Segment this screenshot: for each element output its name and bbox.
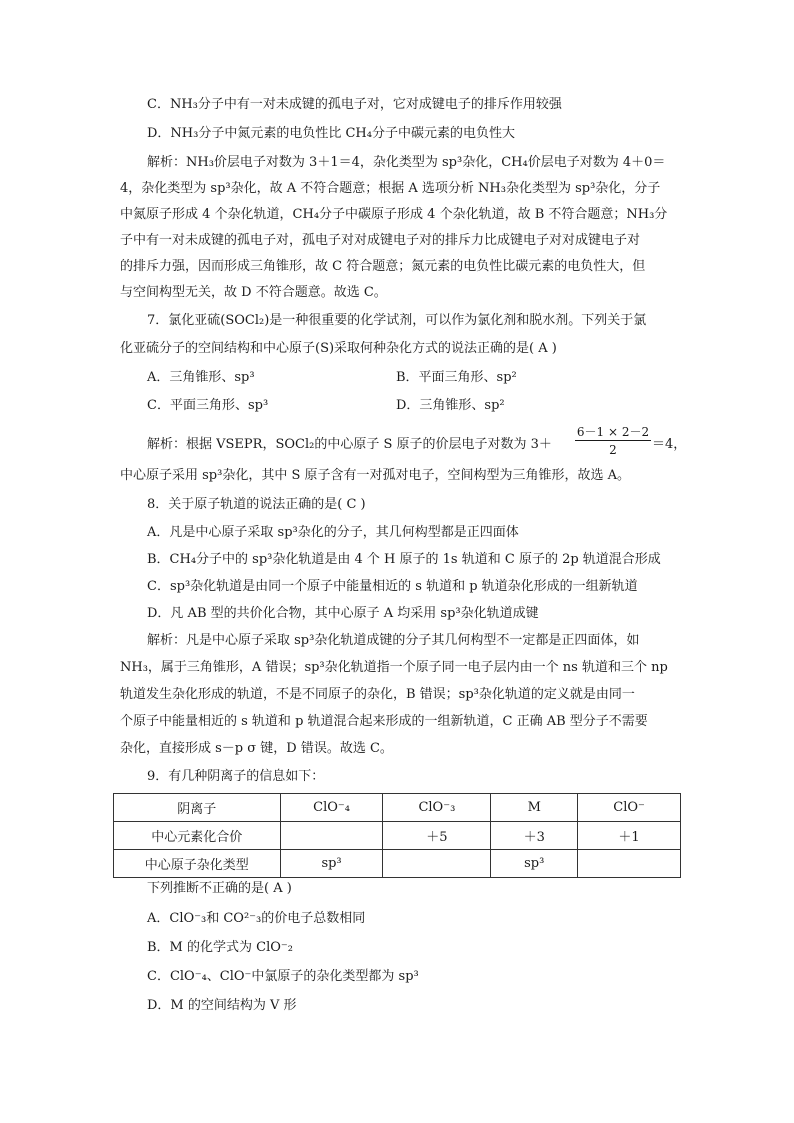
q9-stem: 9．有几种阴离子的信息如下： (147, 769, 325, 784)
table-cell: ClO⁻₄ (280, 794, 383, 822)
q8-analysis-line: 杂化，直接形成 s－p σ 键，D 错误。故选 C。 (120, 741, 393, 756)
table-cell: 中心元素化合价 (114, 822, 281, 850)
table-cell: ClO⁻ (578, 794, 681, 822)
anion-info-table (113, 793, 681, 878)
q6-option-c: C．NH₃分子中有一对未成键的孤电子对，它对成键电子的排斥作用较强 (147, 97, 562, 112)
q8-analysis-line: 轨道发生杂化形成的轨道，不是不同原子的杂化，B 错误；sp³杂化轨道的定义就是由同一 (120, 687, 635, 702)
table-cell: ClO⁻₃ (383, 794, 491, 822)
q8-option-d: D．凡 AB 型的共价化合物，其中心原子 A 均采用 sp³杂化轨道成键 (147, 606, 539, 621)
q8-option-b: B．CH₄分子中的 sp³杂化轨道是由 4 个 H 原子的 1s 轨道和 C 原子的 2p 轨道混合形成 (147, 552, 661, 567)
table-cell: ＋5 (383, 822, 491, 850)
table-cell: ＋3 (491, 822, 578, 850)
q6-analysis-line: 的排斥力强，因而形成三角锥形，故 C 符合题意；氮元素的电负性比碳元素的电负性大，但 (120, 259, 646, 274)
table-cell: M (491, 794, 578, 822)
q6-analysis-line: 解析：NH₃价层电子对数为 3＋1＝4，杂化类型为 sp³杂化，CH₄价层电子对数为 4＋0＝ (147, 155, 666, 170)
q6-analysis-line: 4，杂化类型为 sp³杂化，故 A 不符合题意；根据 A 选项分析 NH₃杂化类型为 sp³杂化，分子 (120, 181, 661, 196)
q7-analysis-line: 中心原子采用 sp³杂化，其中 S 原子含有一对孤对电子，空间构型为三角锥形，故选 A。 (120, 468, 631, 483)
q7-stem-line: 7．氯化亚硫(SOCl₂)是一种很重要的化学试剂，可以作为氯化剂和脱水剂。下列关于氯 (147, 313, 647, 328)
table-cell: 阴离子 (114, 794, 281, 822)
table-cell: ＋1 (578, 822, 681, 850)
table-header-row (114, 794, 681, 822)
q9-option-d: D．M 的空间结构为 V 形 (147, 998, 297, 1013)
table-cell (578, 850, 681, 878)
table-cell (383, 850, 491, 878)
fraction-denominator: 2 (609, 443, 617, 457)
q8-stem: 8．关于原子轨道的说法正确的是( C ) (147, 497, 366, 512)
fraction-numerator: 6－1 × 2－2 (576, 425, 650, 439)
q9-question: 下列推断不正确的是( A ) (147, 881, 292, 896)
q7-option-a: A．三角锥形、sp³ (147, 370, 255, 385)
q9-option-a: A．ClO⁻₃和 CO²⁻₃的价电子总数相同 (147, 911, 366, 926)
q7-stem-line: 化亚硫分子的空间结构和中心原子(S)采取何种杂化方式的说法正确的是( A ) (120, 341, 557, 356)
q7-analysis-pre: 解析：根据 VSEPR，SOCl₂的中心原子 S 原子的价层电子对数为 3＋ (147, 437, 552, 452)
q8-analysis-line: NH₃，属于三角锥形，A 错误；sp³杂化轨道指一个原子同一电子层内由一个 ns 轨道和三个 np (120, 660, 668, 675)
table-cell: sp³ (280, 850, 383, 878)
q9-option-b: B．M 的化学式为 ClO⁻₂ (147, 940, 293, 955)
q8-analysis-line: 解析：凡是中心原子采取 sp³杂化轨道成键的分子其几何构型不一定都是正四面体，如 (147, 633, 640, 648)
table-row (114, 822, 681, 850)
q6-analysis-line: 子中有一对未成键的孤电子对，孤电子对对成键电子对的排斥力比成键电子对对成键电子对 (120, 233, 641, 248)
table-cell: sp³ (491, 850, 578, 878)
q7-analysis-post: ＝4， (652, 437, 687, 452)
q6-analysis-line: 中氮原子形成 4 个杂化轨道，CH₄分子中碳原子形成 4 个杂化轨道，故 B 不符合题意；NH₃分 (120, 207, 668, 222)
q8-option-a: A．凡是中心原子采取 sp³杂化的分子，其几何构型都是正四面体 (147, 525, 519, 540)
q7-option-d: D．三角锥形、sp² (396, 398, 505, 413)
q7-option-b: B．平面三角形、sp² (396, 370, 517, 385)
q9-option-c: C．ClO⁻₄、ClO⁻中氯原子的杂化类型都为 sp³ (147, 969, 419, 984)
q6-analysis-line: 与空间构型无关，故 D 不符合题意。故选 C。 (120, 285, 387, 300)
q6-option-d: D．NH₃分子中氮元素的电负性比 CH₄分子中碳元素的电负性大 (147, 126, 515, 141)
q7-option-c: C．平面三角形、sp³ (147, 398, 269, 413)
q8-analysis-line: 个原子中能量相近的 s 轨道和 p 轨道混合起来形成的一组新轨道，C 正确 AB 型分子不需要 (120, 714, 648, 729)
fraction-bar (575, 440, 651, 441)
q8-option-c: C．sp³杂化轨道是由同一个原子中能量相近的 s 轨道和 p 轨道杂化形成的一组新轨道 (147, 579, 638, 594)
table-row (114, 850, 681, 878)
table-cell (280, 822, 383, 850)
table-cell: 中心原子杂化类型 (114, 850, 281, 878)
